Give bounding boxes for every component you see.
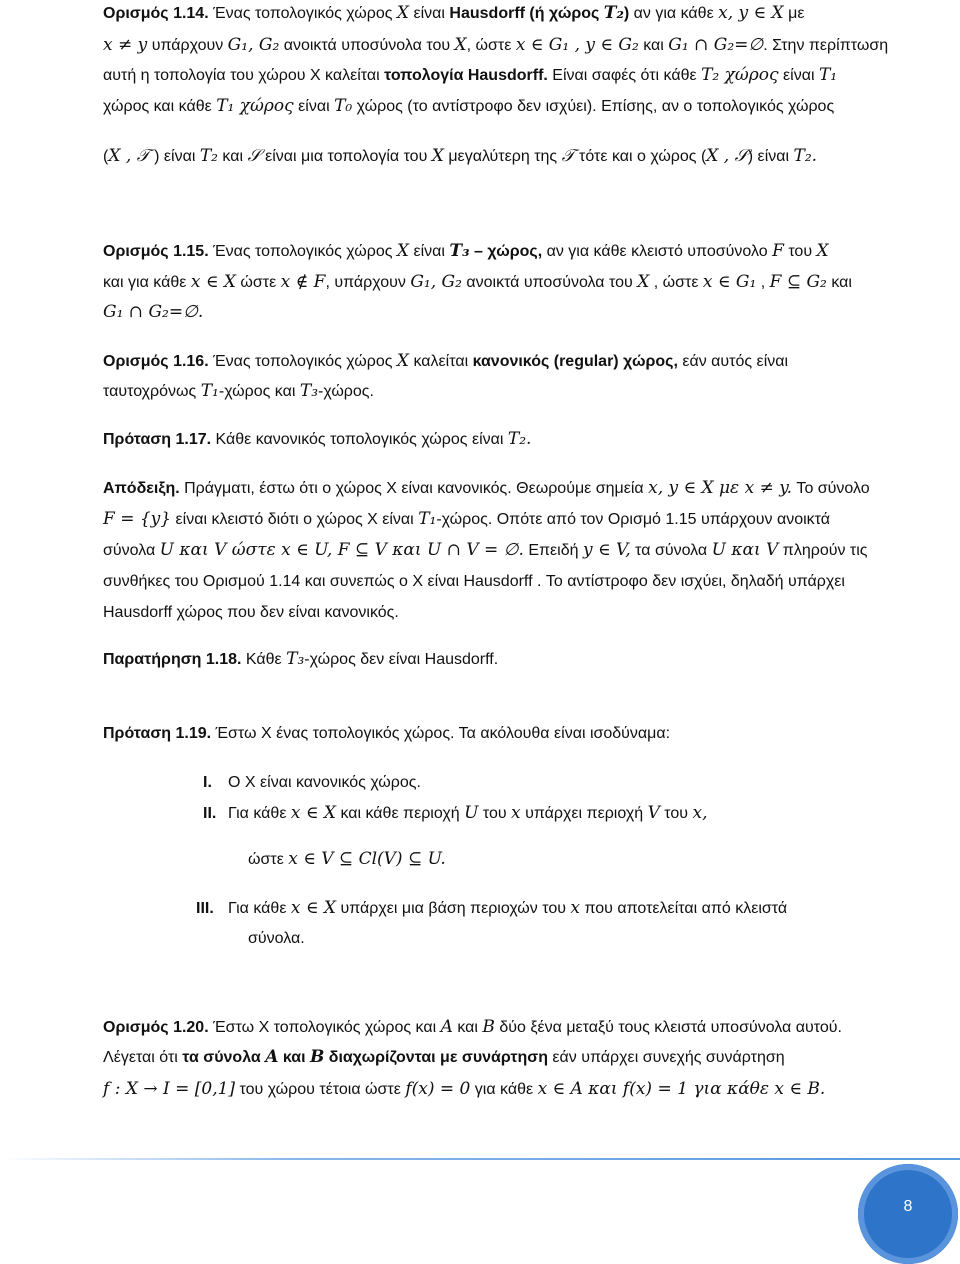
text: είναι κανονικός χώρος. xyxy=(255,774,421,791)
remark-1-18-label: Παρατήρηση 1.18. xyxy=(103,651,242,668)
item-ii xyxy=(203,802,940,825)
text: Λέγεται ότι xyxy=(103,1049,183,1066)
text: και xyxy=(826,274,852,291)
bold-term: τα σύνολα xyxy=(182,1049,266,1066)
item-ii-line-2 xyxy=(248,848,940,871)
remark-1-18-line xyxy=(103,648,940,671)
text: Κάθε xyxy=(241,651,287,668)
math: G₁ ∩ G₂=∅ xyxy=(668,35,764,55)
item-number: III. xyxy=(196,900,214,917)
math: A xyxy=(265,1047,279,1067)
footer-divider xyxy=(0,1158,960,1160)
text: ανοικτά υποσύνολα του xyxy=(279,37,455,54)
item-iii xyxy=(196,897,940,920)
math: T₁ χώρος xyxy=(216,96,294,116)
math: x ∈ X xyxy=(190,272,236,292)
math: T₁ xyxy=(200,381,219,401)
math: X xyxy=(396,351,410,371)
text: Είναι σαφές ότι κάθε xyxy=(547,67,702,84)
text: ανοικτά υποσύνολα του xyxy=(461,274,638,291)
math: y ∈ V, xyxy=(582,540,631,560)
bold-term: Hausdorff (ή χώρος xyxy=(449,5,604,22)
prop-1-19-label: Πρόταση 1.19. xyxy=(103,725,212,742)
text: X xyxy=(367,511,378,528)
math: X xyxy=(816,241,829,261)
text: αν για κάθε xyxy=(629,5,719,22)
math: T₂ χώρος xyxy=(701,65,779,85)
text: σύνολα xyxy=(103,542,160,559)
item-iii-line-2 xyxy=(248,928,940,950)
math: 𝒮 xyxy=(247,146,261,166)
text: τοπολογικός χώρος και xyxy=(269,1019,441,1036)
text: Το σύνολο xyxy=(791,480,870,497)
def-1-15-line-2 xyxy=(103,271,940,294)
item-number: I. xyxy=(203,774,212,791)
math: G₁, G₂ xyxy=(227,35,280,55)
text: Hausdorff χώρος που δεν είναι κανονικός. xyxy=(103,604,399,621)
text: -χώρος. xyxy=(318,383,374,400)
text: ) xyxy=(623,5,630,22)
math: F = {y} xyxy=(103,509,172,529)
text: Κάθε κανονικός τοπολογικός χώρος είναι xyxy=(211,431,508,448)
math: x xyxy=(570,898,581,918)
text: ώστε xyxy=(235,274,281,291)
math: T₂ xyxy=(199,146,218,166)
math: f(x) = 0 xyxy=(405,1079,471,1099)
text: για κάθε xyxy=(470,1081,538,1098)
text: X xyxy=(260,725,272,742)
text: Ένας τοπολογικός χώρος xyxy=(208,5,397,22)
math: T₃ xyxy=(299,381,319,401)
text: Ένας τοπολογικός χώρος xyxy=(208,353,397,370)
text: Έστω xyxy=(211,725,261,742)
def-1-14-line-1 xyxy=(103,2,940,25)
text: , υπάρχουν xyxy=(325,274,411,291)
text: του χώρου τέτοια ώστε xyxy=(235,1081,406,1098)
text: είναι xyxy=(409,243,450,260)
def-1-16-label: Ορισμός 1.16. xyxy=(103,353,209,370)
proof-line-4 xyxy=(103,571,940,593)
text: -χώρος. Οπότε από τον Ορισμό 1.15 υπάρχουν ανοικτά xyxy=(436,511,831,528)
math: x ∈ G₁ , y ∈ G₂ xyxy=(515,35,639,55)
text: μεγαλύτερη της xyxy=(443,148,562,165)
prop-1-17-label: Πρόταση 1.17. xyxy=(103,431,212,448)
prop-1-17-line xyxy=(103,428,940,451)
text: που αποτελείται από κλειστά xyxy=(580,900,788,917)
text: είναι κλειστό διότι ο χώρος xyxy=(171,511,368,528)
text: σύνολα. xyxy=(248,930,305,947)
text: Έστω xyxy=(208,1019,259,1036)
text: υπάρχει μια βάση περιοχών του xyxy=(336,900,571,917)
page-number: 8 xyxy=(903,1198,913,1215)
def-1-14-line-3 xyxy=(103,64,940,87)
math: U και V ώστε x ∈ U, F ⊆ V και U ∩ V = ∅. xyxy=(159,540,524,560)
text: του xyxy=(478,805,512,822)
math: X xyxy=(396,241,410,261)
text: Πράγματι, έστω ότι ο χώρος xyxy=(179,480,387,497)
math: x ≠ y xyxy=(103,35,148,55)
math: U και V xyxy=(711,540,779,560)
math: T₃ xyxy=(286,649,305,669)
text: Για κάθε xyxy=(228,900,291,917)
text: Ένας τοπολογικός χώρος xyxy=(208,243,397,260)
proof-label: Απόδειξη. xyxy=(103,480,180,497)
text: καλείται xyxy=(409,353,473,370)
text: X xyxy=(309,67,321,84)
text: , ώστε xyxy=(466,37,516,54)
math: T₂. xyxy=(507,429,532,449)
def-1-14-line-4 xyxy=(103,95,940,118)
math: T₂ xyxy=(603,3,624,23)
math: F xyxy=(772,241,784,261)
def-1-14-line-5 xyxy=(103,145,940,168)
text: με xyxy=(783,5,805,22)
text: X xyxy=(412,573,424,590)
math: F ⊆ G₂ xyxy=(769,272,827,292)
math: X xyxy=(637,272,650,292)
text: είναι xyxy=(293,98,335,115)
text: αν για κάθε κλειστό υποσύνολο xyxy=(542,243,773,260)
math: B xyxy=(482,1017,495,1037)
text: υπάρχει περιοχή xyxy=(520,805,648,822)
math: x, y ∈ X xyxy=(718,3,784,23)
text: ταυτοχρόνως xyxy=(103,383,201,400)
math: T₂. xyxy=(793,146,818,166)
math: V xyxy=(647,803,660,823)
bold-term: – χώρος, xyxy=(469,243,543,260)
text: ) είναι xyxy=(149,148,200,165)
proof-line-5 xyxy=(103,602,940,624)
math: X xyxy=(396,3,410,23)
math: X xyxy=(431,146,444,166)
text: εάν υπάρχει συνεχής συνάρτηση xyxy=(547,1049,785,1066)
bold-term: τοπολογία Hausdorff. xyxy=(384,67,548,84)
def-1-15-label: Ορισμός 1.15. xyxy=(103,243,209,260)
text: αυτή η τοπολογία του χώρου xyxy=(103,67,310,84)
text: χώρος (το αντίστροφο δεν ισχύει). Επίσης, αν ο τοπολογικός χώρος xyxy=(352,98,835,115)
math: A xyxy=(440,1017,453,1037)
math: T₁ xyxy=(418,509,437,529)
text: δύο ξένα μεταξύ τους κλειστά υποσύνολα αυτού. xyxy=(494,1019,842,1036)
math: x ∈ A και f(x) = 1 για κάθε x ∈ B. xyxy=(537,1079,826,1099)
math: X , 𝒮 xyxy=(706,146,748,166)
math: f : X → I = [0,1] xyxy=(103,1079,236,1099)
def-1-16-line-2 xyxy=(103,380,940,403)
bold-term: διαχωρίζονται με συνάρτηση xyxy=(324,1049,548,1066)
text: O xyxy=(228,774,245,791)
math: 𝒯 xyxy=(561,146,575,166)
text: είναι Hausdorff . Το αντίστροφο δεν ισχύει, δηλαδή υπάρχει xyxy=(423,573,845,590)
text: , ώστε xyxy=(649,274,703,291)
math: x ∈ G₁ xyxy=(702,272,757,292)
math: T₃ xyxy=(449,241,470,261)
proof-line-2 xyxy=(103,508,940,531)
text: πληρούν τις xyxy=(778,542,868,559)
def-1-20-line-3 xyxy=(103,1078,940,1101)
math: B xyxy=(309,1047,325,1067)
math: x ∈ X xyxy=(290,898,336,918)
text: ένας τοπολογικός χώρος. Τα ακόλουθα είναι ισοδύναμα: xyxy=(271,725,671,742)
def-1-15-line-1 xyxy=(103,240,940,263)
text: X xyxy=(258,1019,270,1036)
text: συνθήκες του Ορισμού 1.14 και συνεπώς ο xyxy=(103,573,413,590)
def-1-16-line-1 xyxy=(103,350,940,373)
text: X xyxy=(386,480,397,497)
item-number: II. xyxy=(203,805,217,822)
prop-1-19-line xyxy=(103,723,940,745)
text: και κάθε περιοχή xyxy=(336,805,465,822)
text: -χώρος και xyxy=(218,383,300,400)
text: είναι xyxy=(377,511,419,528)
proof-line-3 xyxy=(103,539,940,562)
text: ώστε xyxy=(248,851,289,868)
math: x, xyxy=(692,803,708,823)
math: G₁, G₂ xyxy=(410,272,462,292)
text: καλείται xyxy=(320,67,385,84)
text: είναι xyxy=(409,5,450,22)
text: τότε και ο χώρος ( xyxy=(574,148,707,165)
math: X xyxy=(454,35,467,55)
bold-term: κανονικός (regular) χώρος, xyxy=(472,353,678,370)
math: x ∈ V ⊆ Cl(V) ⊆ U. xyxy=(288,849,446,869)
text: X xyxy=(244,774,256,791)
def-1-20-line-2 xyxy=(103,1046,940,1069)
math: U xyxy=(464,803,479,823)
def-1-14-label: Ορισμός 1.14. xyxy=(103,5,209,22)
item-i xyxy=(203,772,940,794)
text: τα σύνολα xyxy=(630,542,712,559)
def-1-20-label: Ορισμός 1.20. xyxy=(103,1019,209,1036)
text: -χώρος δεν είναι Hausdorff. xyxy=(304,651,499,668)
text: είναι xyxy=(778,67,819,84)
def-1-20-line-1 xyxy=(103,1016,940,1039)
def-1-14-line-2 xyxy=(103,34,940,57)
math: X , 𝒯 xyxy=(108,146,150,166)
math: x, y ∈ X με x ≠ y. xyxy=(648,478,792,498)
text: εάν αυτός είναι xyxy=(677,353,789,370)
text: και xyxy=(452,1019,483,1036)
math: x ∉ F xyxy=(280,272,326,292)
text: και xyxy=(638,37,669,54)
text: είναι κανονικός. Θεωρούμε σημεία xyxy=(396,480,649,497)
math: x ∈ X xyxy=(290,803,336,823)
text: ( xyxy=(103,148,109,165)
text: Επειδή xyxy=(523,542,583,559)
text: του xyxy=(659,805,693,822)
text: και για κάθε xyxy=(103,274,191,291)
text: Για κάθε xyxy=(228,805,291,822)
text: και xyxy=(217,148,248,165)
text: υπάρχουν xyxy=(147,37,228,54)
text: , xyxy=(756,274,770,291)
math: T₀ xyxy=(334,96,353,116)
text: του xyxy=(783,243,817,260)
math: x xyxy=(511,803,521,823)
text: χώρος και κάθε xyxy=(103,98,217,115)
def-1-15-line-3 xyxy=(103,301,940,324)
text: είναι μια τοπολογία του xyxy=(260,148,432,165)
math: T₁ xyxy=(818,65,838,85)
text: . Στην περίπτωση xyxy=(763,37,889,54)
text: ) είναι xyxy=(747,148,794,165)
bold-term: και xyxy=(278,1049,310,1066)
proof-line-1 xyxy=(103,477,940,500)
math: G₁ ∩ G₂=∅. xyxy=(103,302,204,322)
